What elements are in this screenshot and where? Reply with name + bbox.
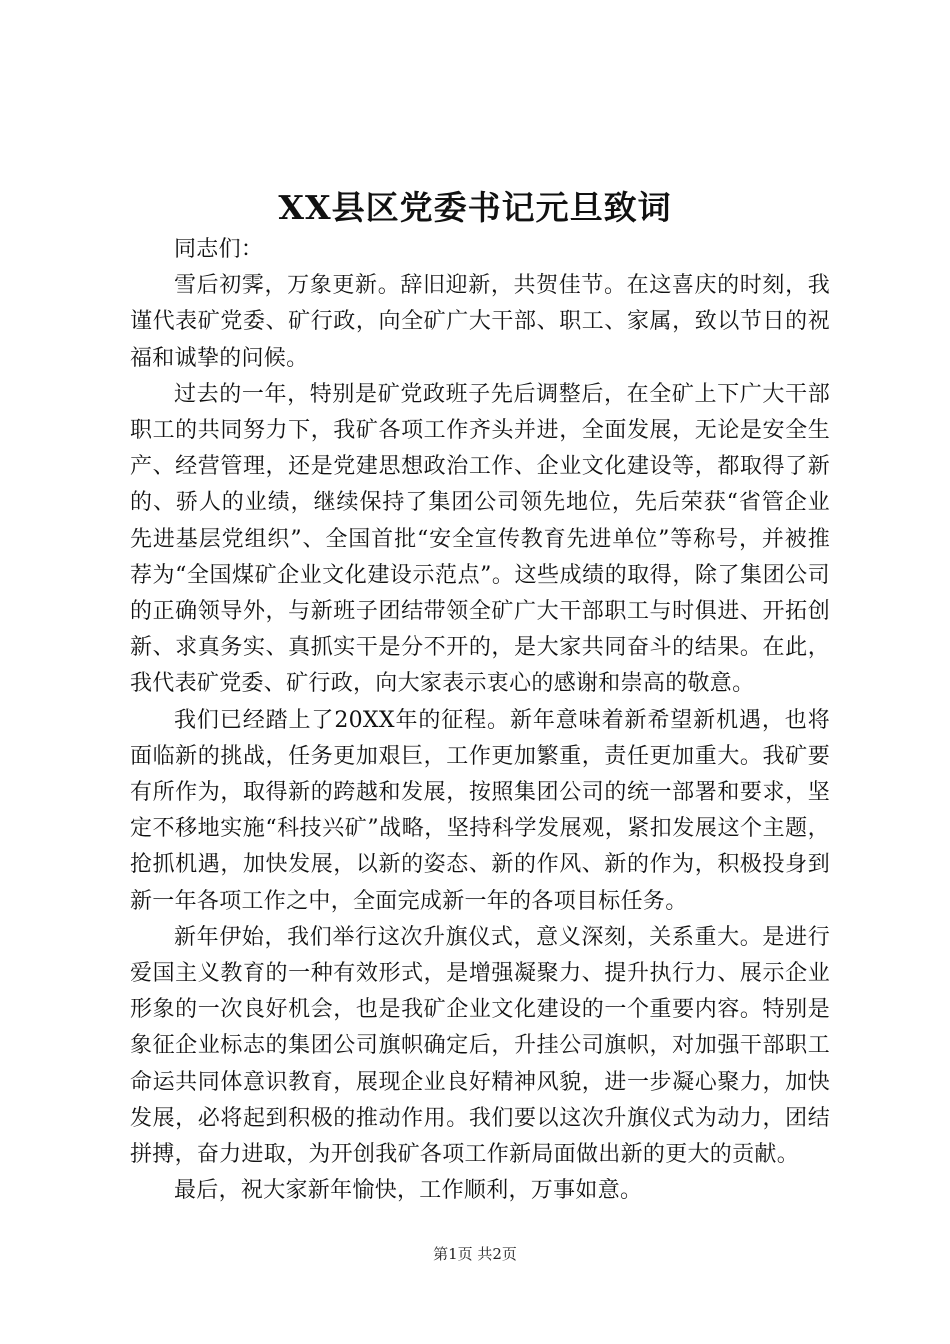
paragraph-new-year: 我们已经踏上了20XX年的征程。新年意味着新希望新机遇，也将面临新的挑战，任务更加艰巨，工作更加繁重，责任更加重大。我矿要有所作为，取得新的跨越和发展，按照集团公司的统一部署和要求，坚定不移地实施“科技兴矿”战略，坚持科学发展观，紧扣发展这个主题，抢抓机遇，加快发展，以新的姿态、新的作风、新的作为，积极投身到新一年各项工作之中，全面完成新一年的各项目标任务。 — [130, 707, 830, 914]
paragraph-closing: 最后，祝大家新年愉快，工作顺利，万事如意。 — [174, 1178, 643, 1204]
document-body — [130, 232, 830, 1209]
paragraph-greeting: 雪后初霁，万象更新。辞旧迎新，共贺佳节。在这喜庆的时刻，我谨代表矿党委、矿行政，向全矿广大干部、职工、家属，致以节日的祝福和诚挚的问候。 — [130, 273, 830, 371]
paragraph-past-year: 过去的一年，特别是矿党政班子先后调整后，在全矿上下广大干部职工的共同努力下，我矿各项工作齐头并进，全面发展，无论是安全生产、经营管理，还是党建思想政治工作、企业文化建设等，都取得了新的、骄人的业绩，继续保持了集团公司领先地位，先后荣获“省管企业先进基层党组织”、全国首批“安全宣传教育先进单位”等称号，并被推荐为“全国煤矿企业文化建设示范点”。这些成绩的取得，除了集团公司的正确领导外，与新班子团结带领全矿广大干部职工与时俱进、开拓创新、求真务实、真抓实干是分不开的，是大家共同奋斗的结果。在此，我代表矿党委、矿行政，向大家表示衷心的感谢和崇高的敬意。 — [130, 381, 830, 697]
paragraph-flag-ceremony: 新年伊始，我们举行这次升旗仪式，意义深刻，关系重大。是进行爱国主义教育的一种有效形式，是增强凝聚力、提升执行力、展示企业形象的一次良好机会，也是我矿企业文化建设的一个重要内容。特别是象征企业标志的集团公司旗帜确定后，升挂公司旗帜，对加强干部职工命运共同体意识教育，展现企业良好精神风貌，进一步凝心聚力，加快发展，必将起到积极的推动作用。我们要以这次升旗仪式为动力，团结拼搏，奋力进取，为开创我矿各项工作新局面做出新的更大的贡献。 — [130, 924, 830, 1168]
document-title: XX县区党委书记元旦致词 — [278, 188, 672, 227]
page-number: 第1页 共2页 — [433, 1245, 517, 1263]
salutation: 同志们： — [174, 237, 264, 262]
